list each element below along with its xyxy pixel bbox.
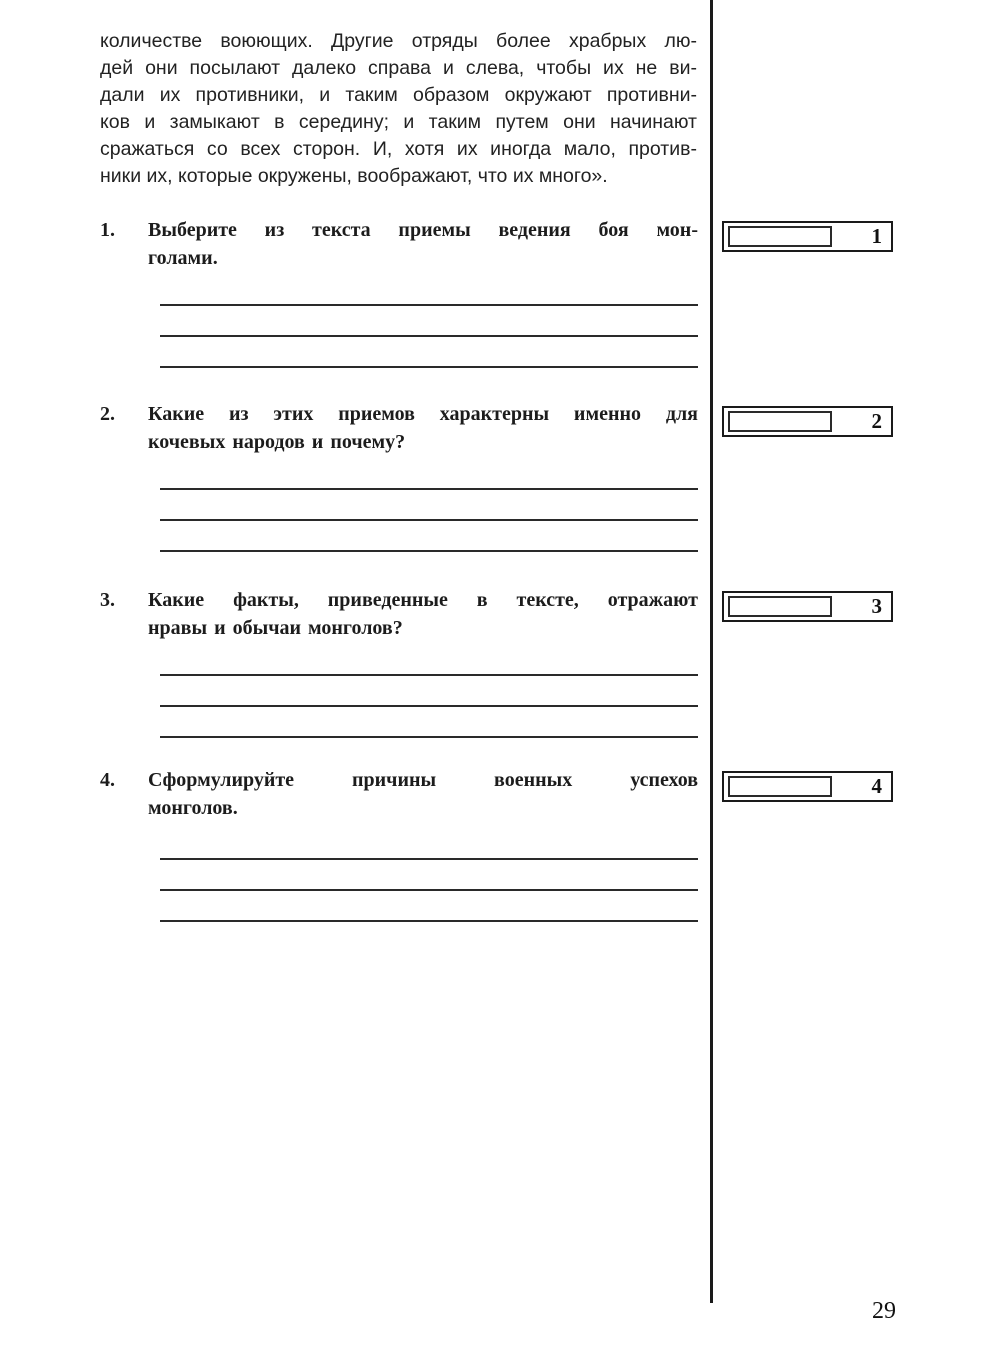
question-number: 1. [100, 219, 115, 241]
answer-line[interactable] [160, 306, 698, 337]
question-block-2 [100, 400, 698, 550]
answer-line[interactable] [160, 707, 698, 738]
intro-line: количестве воюющих. Другие отряды более храбрых лю- [100, 30, 697, 52]
question-block-3 [100, 586, 698, 736]
score-number: 2 [871, 409, 882, 433]
question-text [148, 766, 698, 822]
intro-paragraph [100, 28, 697, 190]
answer-line[interactable] [160, 275, 698, 306]
score-box [722, 406, 893, 437]
score-input-box[interactable] [728, 226, 832, 247]
answer-area [160, 275, 698, 368]
question-block-1 [100, 216, 698, 366]
question-text-line: Какие факты, приведенные в тексте, отражают [148, 589, 698, 611]
score-input-box[interactable] [728, 411, 832, 432]
answer-line[interactable] [160, 860, 698, 891]
question-number: 4. [100, 769, 115, 791]
question-number: 3. [100, 589, 115, 611]
answer-area [160, 829, 698, 922]
question-text [148, 216, 698, 272]
intro-line: дей они посылают далеко справа и слева, чтобы их не ви- [100, 57, 697, 79]
score-box [722, 771, 893, 802]
question-text-line: нравы и обычаи монголов? [148, 617, 403, 639]
score-number: 4 [871, 774, 882, 798]
answer-area [160, 645, 698, 738]
score-input-box[interactable] [728, 596, 832, 617]
question-text-line: кочевых народов и почему? [148, 431, 406, 453]
answer-line[interactable] [160, 521, 698, 552]
score-input-box[interactable] [728, 776, 832, 797]
question-number: 2. [100, 403, 115, 425]
question-text-line: монголов. [148, 797, 238, 819]
question-text-line: голами. [148, 247, 218, 269]
answer-line[interactable] [160, 676, 698, 707]
answer-area [160, 459, 698, 552]
intro-line: ков и замыкают в середину; и таким путем они начинают [100, 111, 697, 133]
answer-line[interactable] [160, 829, 698, 860]
question-block-4 [100, 766, 698, 921]
question-text-line: Выберите из текста приемы ведения боя мон- [148, 219, 698, 241]
score-number: 3 [871, 594, 882, 618]
score-box [722, 591, 893, 622]
question-text [148, 400, 698, 456]
answer-line[interactable] [160, 891, 698, 922]
question-text [148, 586, 698, 642]
answer-line[interactable] [160, 337, 698, 368]
intro-line: дали их противники, и таким образом окружают противни- [100, 84, 697, 106]
answer-line[interactable] [160, 645, 698, 676]
intro-line: сражаться со всех сторон. И, хотя их иногда мало, против- [100, 138, 697, 160]
answer-line[interactable] [160, 459, 698, 490]
divider-line [710, 0, 713, 1303]
question-text-line: Какие из этих приемов характерны именно для [148, 403, 698, 425]
intro-line: ники их, которые окружены, воображают, что их много». [100, 165, 608, 187]
score-number: 1 [871, 224, 882, 248]
page-number: 29 [872, 1298, 896, 1324]
score-box [722, 221, 893, 252]
answer-line[interactable] [160, 490, 698, 521]
question-text-line: Сформулируйте причины военных успехов [148, 769, 698, 791]
